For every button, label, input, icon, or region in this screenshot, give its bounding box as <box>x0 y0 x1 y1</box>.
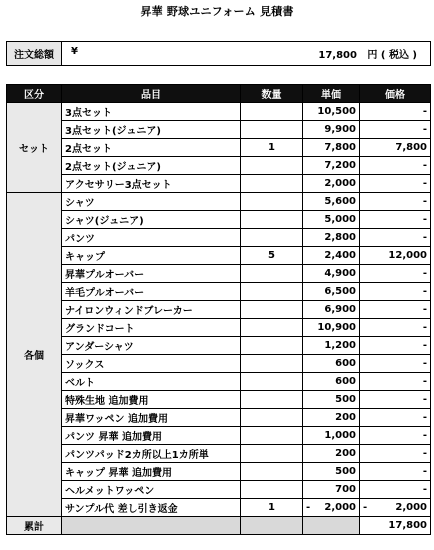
item-qty <box>241 301 303 319</box>
table-row <box>7 463 431 481</box>
item-name: ナイロンウィンドブレーカー <box>62 301 241 319</box>
item-price: - <box>360 265 431 283</box>
item-price: - <box>360 391 431 409</box>
item-price: - <box>360 211 431 229</box>
item-qty <box>241 337 303 355</box>
table-row <box>7 211 431 229</box>
item-name: アンダーシャツ <box>62 337 241 355</box>
item-name: 昇華ワッペン 追加費用 <box>62 409 241 427</box>
item-name: シャツ(ジュニア) <box>62 211 241 229</box>
item-qty <box>241 409 303 427</box>
item-name: パンツ <box>62 229 241 247</box>
item-qty <box>241 265 303 283</box>
table-row <box>7 139 431 157</box>
item-unit-price-value: 2,000 <box>324 502 356 513</box>
header-item: 品目 <box>62 85 241 103</box>
item-name: パンツパッド2カ所以上1カ所単 <box>62 445 241 463</box>
item-price: 7,800 <box>360 139 431 157</box>
item-unit-price: 6,500 <box>303 283 360 301</box>
item-name: 特殊生地 追加費用 <box>62 391 241 409</box>
table-row <box>7 157 431 175</box>
item-qty <box>241 229 303 247</box>
order-total-value <box>62 42 431 66</box>
table-row <box>7 175 431 193</box>
item-price: - <box>360 229 431 247</box>
item-unit-price: 4,900 <box>303 265 360 283</box>
item-unit-price: 1,200 <box>303 337 360 355</box>
item-qty <box>241 319 303 337</box>
item-unit-price: 700 <box>303 481 360 499</box>
item-price: - <box>360 481 431 499</box>
item-unit-price <box>303 499 360 517</box>
item-price: - <box>360 175 431 193</box>
item-qty <box>241 463 303 481</box>
item-qty <box>241 121 303 139</box>
item-price: - <box>360 463 431 481</box>
table-row <box>7 337 431 355</box>
item-unit-price: 5,600 <box>303 193 360 211</box>
item-unit-price: 7,200 <box>303 157 360 175</box>
item-qty <box>241 157 303 175</box>
item-qty: 5 <box>241 247 303 265</box>
item-qty <box>241 283 303 301</box>
item-unit-price: 200 <box>303 445 360 463</box>
table-row <box>7 409 431 427</box>
item-unit-price: 500 <box>303 463 360 481</box>
item-qty <box>241 175 303 193</box>
table-row <box>7 481 431 499</box>
item-price: 12,000 <box>360 247 431 265</box>
sum-empty-price <box>303 517 360 535</box>
table-row <box>7 301 431 319</box>
currency-symbol: ¥ <box>71 46 78 57</box>
document-title: 昇華 野球ユニフォーム 見積書 <box>140 5 294 18</box>
item-price: - <box>360 337 431 355</box>
table-row <box>7 121 431 139</box>
item-unit-price: 500 <box>303 391 360 409</box>
item-qty <box>241 391 303 409</box>
item-unit-price: 10,900 <box>303 319 360 337</box>
header-category: 区分 <box>7 85 62 103</box>
tax-note: 円 ( 税込 ) <box>367 50 417 61</box>
table-row <box>7 391 431 409</box>
item-price: - <box>360 301 431 319</box>
item-qty: 1 <box>241 139 303 157</box>
item-unit-price: 10,500 <box>303 103 360 121</box>
item-qty <box>241 481 303 499</box>
item-unit-price: 5,000 <box>303 211 360 229</box>
item-name: 3点セット <box>62 103 241 121</box>
item-name: グランドコート <box>62 319 241 337</box>
item-price: - <box>360 157 431 175</box>
item-price: - <box>360 283 431 301</box>
item-unit-price: 6,900 <box>303 301 360 319</box>
item-name: パンツ 昇華 追加費用 <box>62 427 241 445</box>
item-unit-price: 1,000 <box>303 427 360 445</box>
item-name: キャップ <box>62 247 241 265</box>
item-unit-price: 600 <box>303 355 360 373</box>
item-price-value: 2,000 <box>395 502 427 513</box>
order-total-table <box>6 41 431 66</box>
order-total-label: 注文総額 <box>7 42 62 66</box>
category-cell: セット <box>7 103 62 193</box>
item-price <box>360 499 431 517</box>
item-name: 3点セット(ジュニア) <box>62 121 241 139</box>
item-price: - <box>360 193 431 211</box>
table-row <box>7 355 431 373</box>
sum-amount: 17,800 <box>360 517 431 535</box>
item-name: ソックス <box>62 355 241 373</box>
table-row <box>7 103 431 121</box>
item-unit-price: 7,800 <box>303 139 360 157</box>
item-unit-price: 600 <box>303 373 360 391</box>
table-row <box>7 373 431 391</box>
table-row <box>7 319 431 337</box>
item-unit-price-minus: - <box>306 502 311 513</box>
table-row <box>7 229 431 247</box>
item-name: 羊毛プルオーバー <box>62 283 241 301</box>
item-name: 昇華プルオーバー <box>62 265 241 283</box>
header-qty: 数量 <box>241 85 303 103</box>
item-qty: 1 <box>241 499 303 517</box>
item-price: - <box>360 427 431 445</box>
item-price: - <box>360 409 431 427</box>
sum-empty-item <box>62 517 241 535</box>
item-qty <box>241 373 303 391</box>
item-price: - <box>360 373 431 391</box>
item-price: - <box>360 121 431 139</box>
item-price: - <box>360 103 431 121</box>
table-row <box>7 193 431 211</box>
item-price-minus: - <box>363 502 368 513</box>
table-row <box>7 499 431 517</box>
item-unit-price: 200 <box>303 409 360 427</box>
item-qty <box>241 103 303 121</box>
order-total-amount: 17,800 <box>318 50 357 61</box>
item-unit-price: 2,000 <box>303 175 360 193</box>
table-row <box>7 265 431 283</box>
header-unit-price: 単価 <box>303 85 360 103</box>
header-price: 価格 <box>360 85 431 103</box>
item-price: - <box>360 355 431 373</box>
item-price: - <box>360 445 431 463</box>
item-name: キャップ 昇華 追加費用 <box>62 463 241 481</box>
item-name: シャツ <box>62 193 241 211</box>
item-name: ベルト <box>62 373 241 391</box>
sum-label: 累計 <box>7 517 62 535</box>
item-unit-price: 2,400 <box>303 247 360 265</box>
estimate-table <box>6 84 431 535</box>
item-qty <box>241 445 303 463</box>
item-qty <box>241 211 303 229</box>
item-name: 2点セット(ジュニア) <box>62 157 241 175</box>
category-cell: 各個 <box>7 193 62 517</box>
item-name: 2点セット <box>62 139 241 157</box>
item-price: - <box>360 319 431 337</box>
item-name: アクセサリー3点セット <box>62 175 241 193</box>
item-qty <box>241 193 303 211</box>
table-row <box>7 427 431 445</box>
item-qty <box>241 427 303 445</box>
table-header-row <box>7 85 431 103</box>
sum-row <box>7 517 431 535</box>
item-unit-price: 2,800 <box>303 229 360 247</box>
table-row <box>7 283 431 301</box>
table-row <box>7 247 431 265</box>
item-name: ヘルメットワッペン <box>62 481 241 499</box>
item-name: サンプル代 差し引き返金 <box>62 499 241 517</box>
table-row <box>7 445 431 463</box>
sum-empty-qty <box>241 517 303 535</box>
order-total-amount-group <box>318 46 427 61</box>
item-qty <box>241 355 303 373</box>
item-unit-price: 9,900 <box>303 121 360 139</box>
